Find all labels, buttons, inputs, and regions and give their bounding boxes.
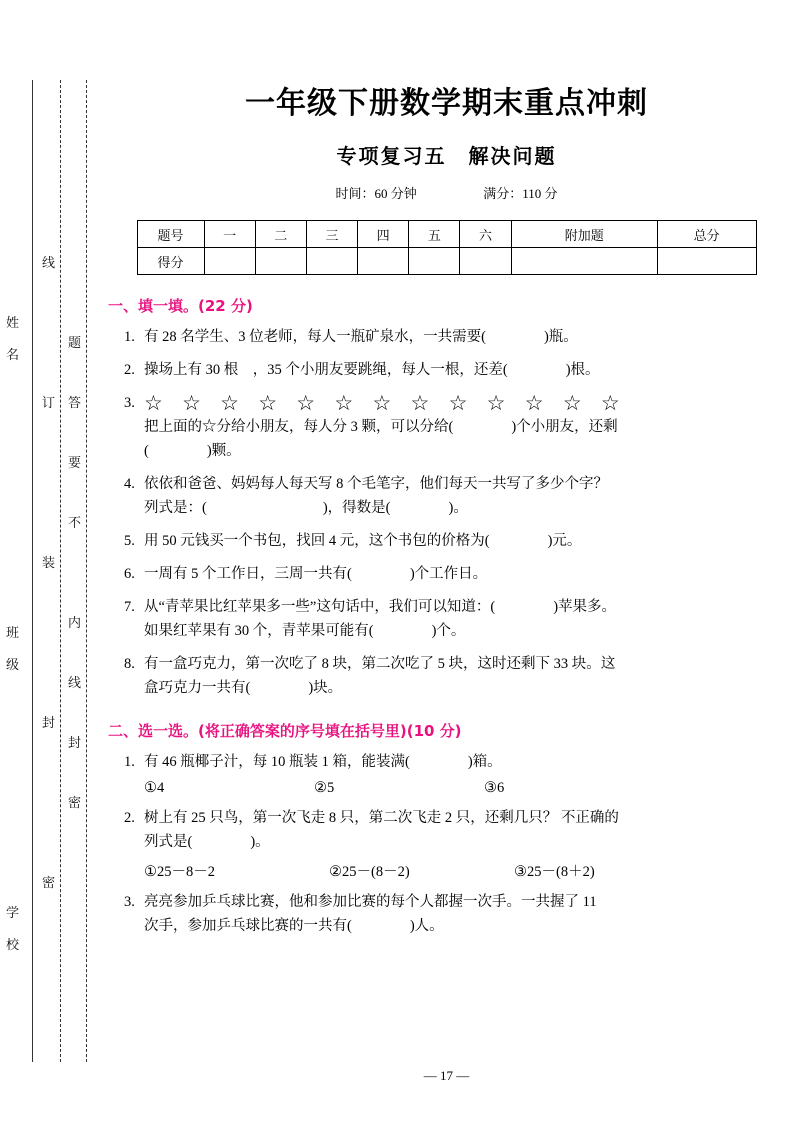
question-1-3 bbox=[124, 391, 793, 463]
score-table bbox=[137, 220, 757, 275]
score-cell: 总分 bbox=[657, 221, 756, 248]
exam-total: 满分：110 分 bbox=[483, 186, 558, 201]
question-line: 有 46 瓶椰子汁，每 10 瓶装 1 箱，能装满( )箱。 bbox=[144, 754, 502, 770]
score-cell: 一 bbox=[204, 221, 255, 248]
question-number: 1. bbox=[124, 754, 135, 770]
score-cell: 四 bbox=[358, 221, 409, 248]
page-number: — 17 — bbox=[423, 1068, 470, 1083]
exam-time: 时间：60 分钟 bbox=[335, 186, 417, 201]
question-line: 列式是：( )，得数是( )。 bbox=[144, 500, 468, 516]
question-line: 次手，参加乒乓球比赛的一共有( )人。 bbox=[144, 918, 444, 934]
rail-text-bu: 不 bbox=[67, 515, 82, 530]
score-cell: 五 bbox=[409, 221, 460, 248]
rail-text-xian2: 线 bbox=[67, 675, 82, 690]
choice-option[interactable]: ①4 bbox=[144, 780, 165, 796]
score-cell: 六 bbox=[460, 221, 511, 248]
choice-option[interactable]: ③25－(8＋2) bbox=[514, 864, 595, 880]
question-2-1 bbox=[124, 750, 793, 774]
question-2-2 bbox=[124, 806, 793, 854]
question-1-6 bbox=[124, 562, 793, 586]
question-2-3 bbox=[124, 890, 793, 938]
rail-text-class: 班 级 bbox=[5, 625, 20, 672]
rail-text-ding: 订 bbox=[41, 395, 56, 410]
rail-text-line: 线 bbox=[41, 255, 56, 270]
table-row bbox=[137, 221, 756, 248]
question-number: 5. bbox=[124, 533, 135, 549]
rail-text-school: 学 校 bbox=[5, 905, 20, 952]
score-cell: 附加题 bbox=[511, 221, 657, 248]
table-row bbox=[137, 248, 756, 275]
score-input-cell[interactable] bbox=[358, 248, 409, 275]
choice-row-2-2 bbox=[144, 860, 793, 881]
rail-text-mi2: 密 bbox=[67, 795, 82, 810]
question-1-2 bbox=[124, 358, 793, 382]
question-number: 1. bbox=[124, 329, 135, 345]
score-cell: 得分 bbox=[137, 248, 204, 275]
score-input-cell[interactable] bbox=[511, 248, 657, 275]
rail-text-ti: 题 bbox=[67, 335, 82, 350]
exam-page bbox=[100, 0, 793, 1122]
question-number: 3. bbox=[124, 894, 135, 910]
question-1-7 bbox=[124, 595, 793, 643]
question-line: 如果红苹果有 30 个，青苹果可能有( )个。 bbox=[144, 623, 466, 639]
question-line: 从“青苹果比红苹果多一些”这句话中，我们可以知道：( )苹果多。 bbox=[144, 599, 617, 615]
rail-text-feng: 封 bbox=[41, 715, 56, 730]
rail-text-nei: 内 bbox=[67, 615, 82, 630]
exam-meta bbox=[100, 183, 793, 202]
question-line: 依依和爸爸、妈妈每人每天写 8 个毛笔字，他们每天一共写了多少个字？ bbox=[144, 476, 608, 492]
rail-text-da: 答 bbox=[67, 395, 82, 410]
score-cell: 题号 bbox=[137, 221, 204, 248]
section-heading-2: 二、选一选。(将正确答案的序号填在括号里)(10 分) bbox=[108, 722, 462, 740]
rail-line-1 bbox=[32, 80, 33, 1062]
score-input-cell[interactable] bbox=[306, 248, 357, 275]
choice-row-2-1 bbox=[144, 780, 793, 797]
question-line: 亮亮参加乒乓球比赛，他和参加比赛的每个人都握一次手。一共握了 11 bbox=[144, 894, 597, 910]
rail-text-mi: 密 bbox=[41, 875, 56, 890]
question-line: 有一盒巧克力，第一次吃了 8 块，第二次吃了 5 块，这时还剩下 33 块。这 bbox=[144, 656, 616, 672]
question-line: 用 50 元钱买一个书包，找回 4 元，这个书包的价格为( )元。 bbox=[144, 533, 582, 549]
question-number: 2. bbox=[124, 810, 135, 826]
question-line: 一周有 5 个工作日，三周一共有( )个工作日。 bbox=[144, 566, 488, 582]
score-input-cell[interactable] bbox=[657, 248, 756, 275]
question-1-4 bbox=[124, 472, 793, 520]
page-title: 一年级下册数学期末重点冲刺 bbox=[245, 86, 648, 121]
question-line: 有 28 名学生、3 位老师，每人一瓶矿泉水，一共需要( )瓶。 bbox=[144, 329, 578, 345]
rail-text-name: 姓 名 bbox=[5, 315, 20, 362]
question-line: 操场上有 30 根 ，35 个小朋友要跳绳，每人一根，还差( )根。 bbox=[144, 362, 600, 378]
choice-option[interactable]: ①25－8－2 bbox=[144, 864, 215, 880]
page-subtitle: 专项复习五 解决问题 bbox=[336, 144, 557, 168]
question-number: 7. bbox=[124, 599, 135, 615]
question-line: 列式是( )。 bbox=[144, 834, 270, 850]
rail-text-zhuang: 装 bbox=[41, 555, 56, 570]
left-margin-rail bbox=[0, 0, 100, 1122]
question-number: 6. bbox=[124, 566, 135, 582]
section-heading-1: 一、填一填。(22 分) bbox=[108, 297, 253, 315]
question-line: 把上面的☆分给小朋友，每人分 3 颗，可以分给( )个小朋友，还剩 bbox=[144, 419, 618, 435]
question-1-8 bbox=[124, 652, 793, 700]
score-cell: 二 bbox=[255, 221, 306, 248]
score-input-cell[interactable] bbox=[409, 248, 460, 275]
question-line: 树上有 25 只鸟，第一次飞走 8 只，第二次飞走 2 只，还剩几只？ 不正确的 bbox=[144, 810, 619, 826]
question-number: 3. bbox=[124, 395, 135, 411]
question-line: 盒巧克力一共有( )块。 bbox=[144, 680, 343, 696]
choice-option[interactable]: ②5 bbox=[314, 780, 335, 796]
question-line: ( )颗。 bbox=[144, 443, 241, 459]
choice-option[interactable]: ②25－(8－2) bbox=[329, 864, 410, 880]
rail-text-yao: 要 bbox=[67, 455, 82, 470]
score-input-cell[interactable] bbox=[255, 248, 306, 275]
rail-line-2 bbox=[60, 80, 61, 1062]
star-row-icon: ☆ ☆ ☆ ☆ ☆ ☆ ☆ ☆ ☆ ☆ ☆ ☆ ☆ bbox=[144, 391, 627, 415]
question-number: 8. bbox=[124, 656, 135, 672]
score-input-cell[interactable] bbox=[204, 248, 255, 275]
question-number: 4. bbox=[124, 476, 135, 492]
rail-text-feng2: 封 bbox=[67, 735, 82, 750]
question-1-1 bbox=[124, 325, 793, 349]
choice-option[interactable]: ③6 bbox=[484, 780, 505, 796]
question-1-5 bbox=[124, 529, 793, 553]
score-input-cell[interactable] bbox=[460, 248, 511, 275]
question-number: 2. bbox=[124, 362, 135, 378]
rail-line-3 bbox=[86, 80, 87, 1062]
score-cell: 三 bbox=[306, 221, 357, 248]
